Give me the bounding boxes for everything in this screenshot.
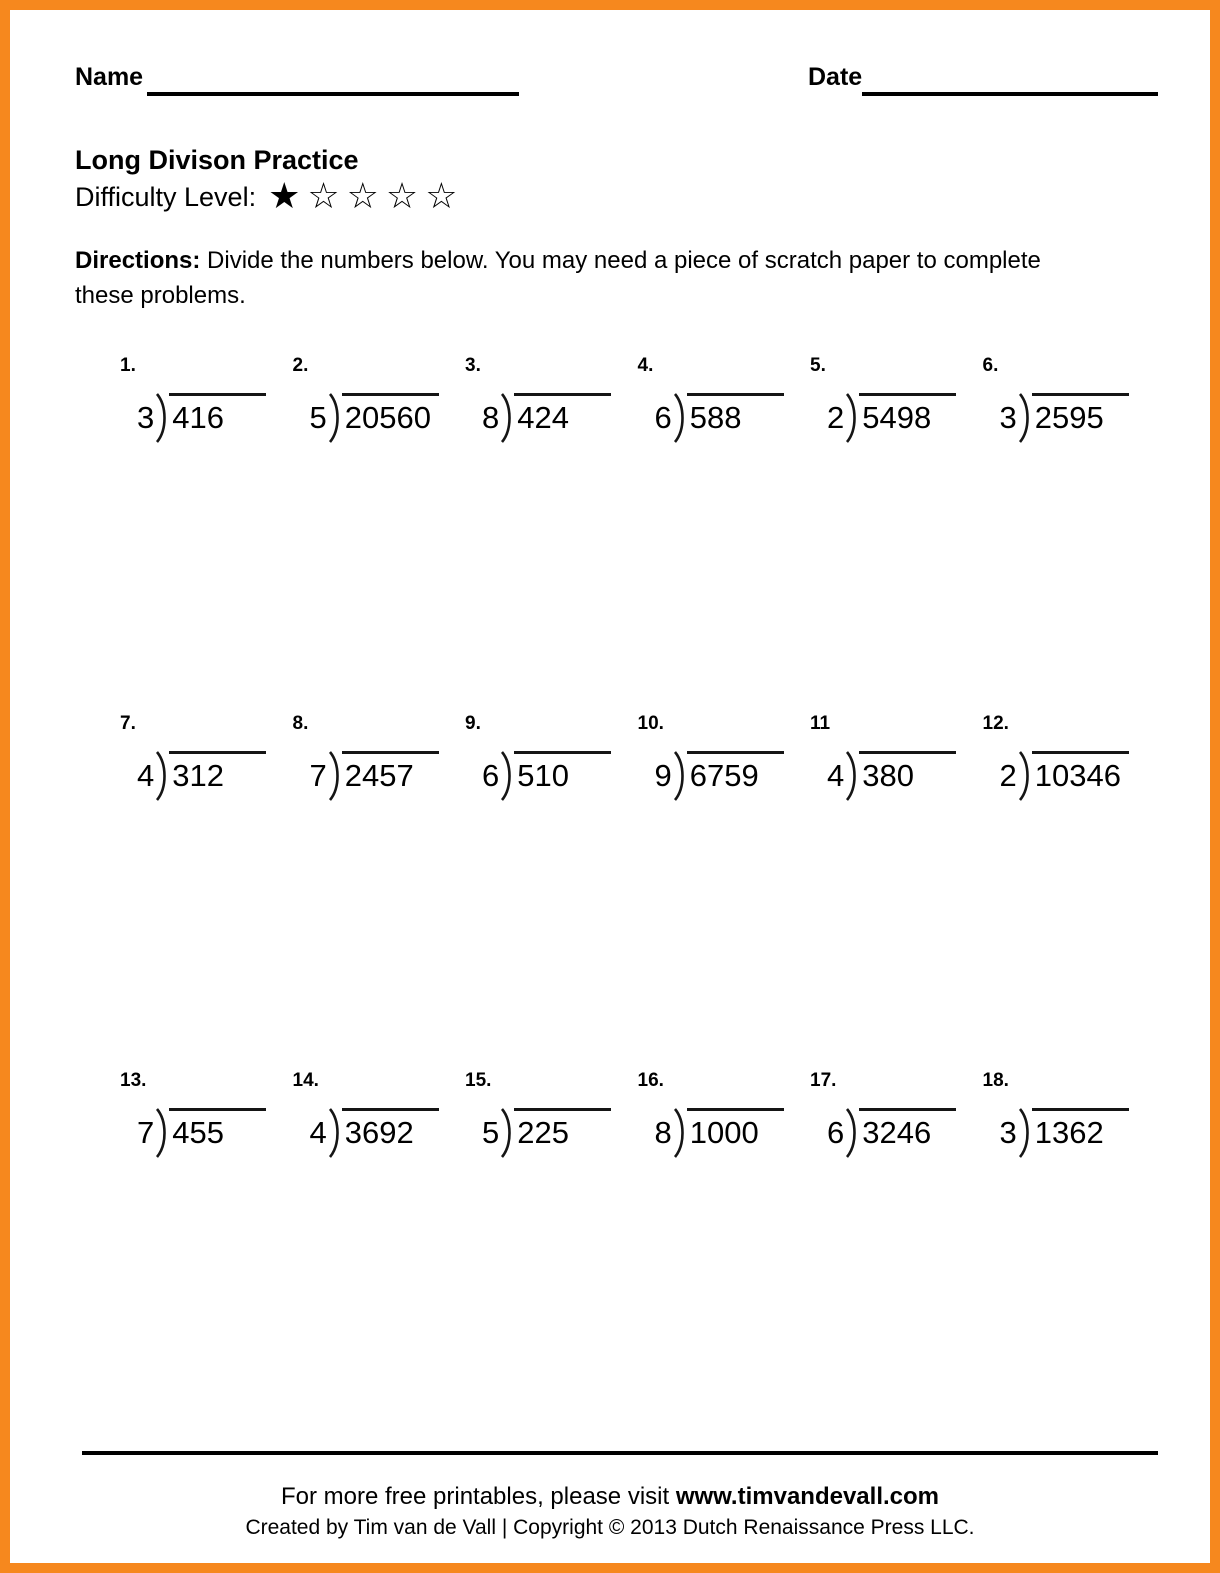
division-expression — [482, 1108, 593, 1158]
dividend: 20560 — [342, 393, 439, 436]
division-problem — [248, 713, 421, 801]
problem-number: 18. — [982, 1070, 1009, 1091]
division-problem — [765, 355, 938, 443]
division-expression — [137, 751, 248, 801]
division-bracket-icon — [328, 393, 342, 443]
division-expression — [309, 393, 431, 443]
division-expression — [655, 751, 766, 801]
dividend: 1362 — [1032, 1108, 1129, 1151]
divisor: 4 — [827, 758, 845, 793]
dividend: 3246 — [859, 1108, 956, 1151]
division-bracket-icon — [845, 751, 859, 801]
star-outline-icon: ☆ — [307, 176, 340, 217]
name-date-header — [75, 63, 1160, 103]
division-expression — [137, 1108, 248, 1158]
problem-number: 15. — [465, 1070, 492, 1091]
division-problem — [420, 713, 593, 801]
division-problem — [420, 1070, 593, 1158]
division-expression — [310, 751, 421, 801]
dividend: 424 — [514, 393, 611, 436]
problem-number: 3. — [465, 355, 481, 376]
problems-row-1 — [75, 355, 1175, 443]
name-label: Name — [75, 63, 144, 91]
division-problem — [593, 1070, 766, 1158]
divisor: 3 — [999, 1115, 1017, 1150]
divisor: 2 — [999, 758, 1017, 793]
divisor: 6 — [654, 400, 672, 435]
directions-label: Directions: — [75, 247, 201, 274]
division-bracket-icon — [500, 751, 514, 801]
division-problem — [938, 355, 1111, 443]
division-expression — [827, 1108, 938, 1158]
divisor: 8 — [654, 1115, 672, 1150]
problem-number: 9. — [465, 713, 481, 734]
problem-number: 2. — [292, 355, 309, 376]
dividend: 1000 — [687, 1108, 784, 1151]
division-problem — [765, 713, 938, 801]
division-problem — [75, 1070, 248, 1158]
problem-number: 8. — [292, 713, 309, 734]
dividend: 312 — [169, 751, 266, 794]
division-bracket-icon — [845, 393, 859, 443]
division-bracket-icon — [155, 751, 169, 801]
division-bracket-icon — [328, 751, 342, 801]
difficulty-label: Difficulty Level: — [75, 182, 257, 212]
dividend: 2595 — [1032, 393, 1129, 436]
dividend: 5498 — [859, 393, 956, 436]
footer-promo-text: For more free printables, please visit — [280, 1483, 676, 1510]
problem-number: 11 — [810, 713, 831, 734]
problem-number: 6. — [982, 355, 999, 376]
division-expression — [999, 751, 1121, 801]
division-problem — [938, 713, 1121, 801]
name-blank-line — [147, 92, 519, 96]
page-title: Long Divison Practice — [75, 145, 359, 175]
problem-number: 14. — [292, 1070, 319, 1091]
dividend: 416 — [169, 393, 266, 436]
division-problem — [248, 1070, 421, 1158]
problem-number: 1. — [120, 355, 136, 376]
divisor: 6 — [482, 758, 500, 793]
division-problem — [420, 355, 593, 443]
divisor: 2 — [827, 400, 845, 435]
division-problem — [593, 713, 766, 801]
difficulty-stars — [268, 176, 464, 217]
problem-number: 10. — [637, 713, 664, 734]
dividend: 380 — [859, 751, 956, 794]
divisor: 5 — [482, 1115, 500, 1150]
divisor: 4 — [309, 1115, 327, 1150]
division-expression — [655, 1108, 766, 1158]
division-expression — [137, 393, 248, 443]
problems-row-3 — [75, 1070, 1175, 1158]
problem-number: 16. — [637, 1070, 664, 1091]
dividend: 2457 — [342, 751, 439, 794]
division-expression — [827, 751, 938, 801]
divisor: 7 — [137, 1115, 155, 1150]
division-bracket-icon — [328, 1108, 342, 1158]
division-problem — [75, 713, 248, 801]
dividend: 6759 — [687, 751, 784, 794]
title-block — [75, 145, 464, 215]
division-problem — [75, 355, 248, 443]
footer-copyright: Created by Tim van de Vall | Copyright © 2013 Dutch Renaissance Press LLC. — [245, 1516, 975, 1539]
division-expression — [482, 393, 593, 443]
divisor: 4 — [137, 758, 155, 793]
division-problem — [938, 1070, 1111, 1158]
divisor: 5 — [309, 400, 327, 435]
division-bracket-icon — [1018, 393, 1032, 443]
divisor: 6 — [827, 1115, 845, 1150]
problem-number: 12. — [982, 713, 1009, 734]
website-link[interactable]: www.timvandevall.com — [675, 1483, 940, 1510]
division-expression — [1000, 393, 1111, 443]
dividend: 3692 — [342, 1108, 439, 1151]
star-outline-icon: ☆ — [346, 176, 379, 217]
date-label: Date — [808, 63, 863, 91]
difficulty-row — [75, 176, 464, 217]
problem-number: 7. — [120, 713, 136, 734]
dividend: 10346 — [1032, 751, 1129, 794]
problem-number: 17. — [810, 1070, 837, 1091]
division-bracket-icon — [500, 393, 514, 443]
problem-number: 4. — [637, 355, 654, 376]
problem-number: 5. — [810, 355, 826, 376]
division-bracket-icon — [155, 393, 169, 443]
division-bracket-icon — [845, 1108, 859, 1158]
divisor: 3 — [999, 400, 1017, 435]
division-bracket-icon — [155, 1108, 169, 1158]
divisor: 9 — [654, 758, 672, 793]
problem-number: 13. — [120, 1070, 147, 1091]
star-outline-icon: ☆ — [385, 176, 419, 217]
division-bracket-icon — [1018, 751, 1032, 801]
divisor: 8 — [482, 400, 500, 435]
division-problem — [248, 355, 431, 443]
dividend: 510 — [514, 751, 611, 794]
division-expression — [310, 1108, 421, 1158]
division-expression — [482, 751, 593, 801]
date-blank-line — [862, 92, 1158, 96]
problems-row-2 — [75, 713, 1175, 801]
division-bracket-icon — [673, 393, 687, 443]
division-expression — [655, 393, 766, 443]
divisor: 3 — [137, 400, 155, 435]
division-bracket-icon — [673, 1108, 687, 1158]
footer-divider — [82, 1451, 1158, 1455]
footer-promo-line — [10, 1483, 1210, 1511]
division-expression — [1000, 1108, 1111, 1158]
star-outline-icon: ☆ — [425, 176, 458, 217]
division-problem — [765, 1070, 938, 1158]
dividend: 455 — [169, 1108, 266, 1151]
directions-paragraph — [75, 243, 1075, 313]
division-expression — [827, 393, 938, 443]
division-bracket-icon — [500, 1108, 514, 1158]
division-bracket-icon — [673, 751, 687, 801]
divisor: 7 — [309, 758, 327, 793]
directions-text: Divide the numbers below. You may need a piece of scratch paper to complete these problems. — [75, 247, 1041, 309]
dividend: 588 — [687, 393, 784, 436]
division-problem — [593, 355, 766, 443]
division-bracket-icon — [1018, 1108, 1032, 1158]
star-filled-icon: ★ — [268, 176, 301, 217]
dividend: 225 — [514, 1108, 611, 1151]
